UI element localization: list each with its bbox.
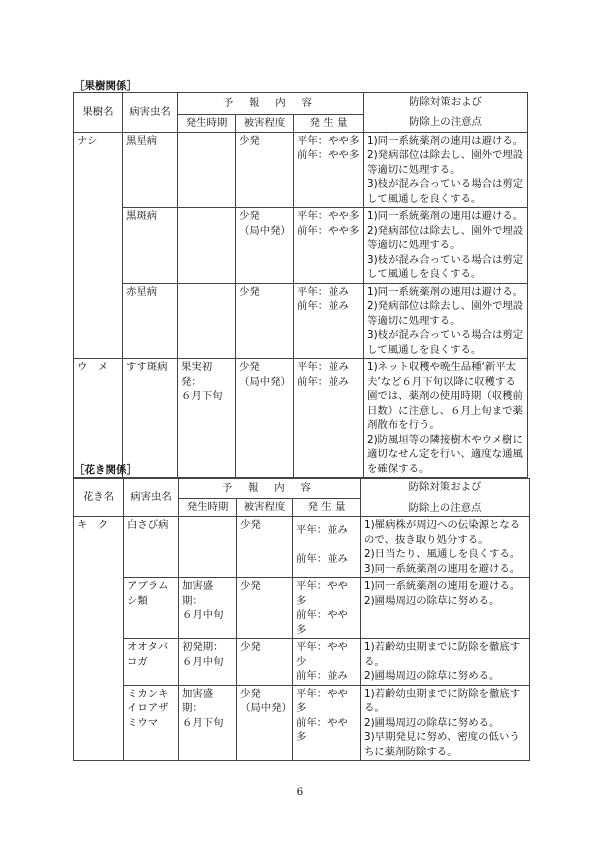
- damage-cell: 少発 （局中発）: [237, 685, 293, 761]
- header-onset: 発生時期: [179, 499, 237, 517]
- header-control: [364, 93, 528, 133]
- header-forecast: 予 報 内 容: [179, 479, 361, 499]
- amount-cell: 平年：並み 前年：並み: [293, 517, 361, 578]
- amount-cell: 平年：やや多 前年：やや多: [294, 208, 364, 284]
- header-control-line1: 防除対策および: [409, 95, 482, 108]
- damage-cell: 少発: [237, 517, 293, 578]
- damage-cell: 少発: [237, 578, 293, 639]
- crop-cell: キ ク: [74, 517, 124, 761]
- onset-cell: 加害盛期： ６月中旬: [179, 578, 237, 639]
- control-cell: 1)若齢幼虫期までに防除を徹底する。 2)圃場周辺の除草に努める。 3)早期発見に努め、密度の低いうちに薬剤防除する。: [361, 685, 530, 761]
- amount-cell: 平年：並み 前年：並み: [294, 359, 364, 478]
- header-forecast: 予 報 内 容: [178, 93, 364, 115]
- damage-cell: 少発: [236, 132, 294, 208]
- table-row: [74, 517, 530, 578]
- onset-cell: 果実初発： ６月下旬: [178, 359, 236, 478]
- table-row: [74, 359, 528, 478]
- table-row: [74, 639, 530, 686]
- header-pest: 病害虫名: [123, 93, 178, 133]
- crop-cell: ウ メ: [74, 359, 123, 478]
- amount-cell: 平年：やや多 前年：やや多: [293, 578, 361, 639]
- header-pest: 病害虫名: [124, 479, 179, 517]
- onset-cell: [178, 283, 236, 359]
- header-amount: 発 生 量: [293, 499, 361, 517]
- amount-cell: 平年：並み 前年：並み: [294, 283, 364, 359]
- amount-cell: 平年：やや少 前年：並み: [293, 639, 361, 686]
- pest-cell: 黒星病: [123, 132, 178, 208]
- pest-cell: すす斑病: [123, 359, 178, 478]
- header-onset: 発生時期: [178, 115, 236, 133]
- header-control: [361, 479, 530, 517]
- header-damage: 被害程度: [237, 499, 293, 517]
- control-cell: 1)罹病株が周辺への伝染源となるので、抜き取り処分する。 2)日当たり、風通しを良くする。 3)同一系統薬剤の連用を避ける。: [361, 517, 530, 578]
- pest-cell: 赤星病: [123, 283, 178, 359]
- damage-cell: 少発 （局中発）: [236, 359, 294, 478]
- control-cell: 1)同一系統薬剤の連用は避ける。 2)発病部位は除去し、園外で埋設等適切に処理する。 3)枝が混み合っている場合は剪定して風通しを良くする。: [364, 208, 528, 284]
- flower-section-title: ［花き関係］: [74, 464, 137, 476]
- pest-cell: 白さび病: [124, 517, 179, 578]
- crop-cell: ナシ: [74, 132, 123, 359]
- onset-cell: [179, 517, 237, 578]
- header-control-line2: 防除上の注意点: [409, 116, 482, 129]
- header-control-line1: 防除対策および: [408, 481, 482, 493]
- onset-cell: [178, 208, 236, 284]
- control-cell: 1)同一系統薬剤の連用は避ける。 2)発病部位は除去し、園外で埋設等適切に処理する。 3)枝が混み合っている場合は剪定して風通しを良くする。: [364, 132, 528, 208]
- damage-cell: 少発: [236, 283, 294, 359]
- table-row: [74, 283, 528, 359]
- amount-cell: 平年：やや多 前年：やや多: [294, 132, 364, 208]
- pest-cell: 黒斑病: [123, 208, 178, 284]
- fruit-forecast-table: [73, 92, 528, 478]
- pest-cell: ミカンキ イロアザ ミウマ: [124, 685, 179, 761]
- table-row: [74, 132, 528, 208]
- pest-cell: アブラム シ類: [124, 578, 179, 639]
- header-amount: 発 生 量: [294, 115, 364, 133]
- header-crop: 花き名: [74, 479, 124, 517]
- flower-forecast-table: [73, 478, 530, 761]
- table-row: [74, 578, 530, 639]
- pest-cell: オオタバ コガ: [124, 639, 179, 686]
- onset-cell: 加害盛期： ６月下旬: [179, 685, 237, 761]
- control-cell: 1)同一系統薬剤の連用は避ける。 2)発病部位は除去し、園外で埋設等適切に処理する。 3)枝が混み合っている場合は剪定して風通しを良くする。: [364, 283, 528, 359]
- amount-cell: 平年：やや多 前年：やや多: [293, 685, 361, 761]
- fruit-section-title: ［果樹関係］: [74, 80, 137, 92]
- control-cell: 1)若齢幼虫期までに防除を徹底する。 2)圃場周辺の除草に努める。: [361, 639, 530, 686]
- header-damage: 被害程度: [236, 115, 294, 133]
- header-control-line2: 防除上の注意点: [408, 501, 482, 514]
- onset-cell: 初発期： ６月中旬: [179, 639, 237, 686]
- header-crop: 果樹名: [74, 93, 123, 133]
- damage-cell: 少発: [237, 639, 293, 686]
- onset-cell: [178, 132, 236, 208]
- control-cell: 1)ネット収穫や晩生品種‘新平太夫’など６月下旬以降に収穫する園では、薬剤の使用時期（収穫前日数）に注意し、６月上旬まで薬剤散布を行う。 2)防風垣等の隣接樹木やウメ樹に適切なせん定を行い、適度な通風を確保する。: [364, 359, 528, 478]
- table-row: [74, 685, 530, 761]
- damage-cell: 少発 （局中発）: [236, 208, 294, 284]
- page-number: 6: [296, 786, 304, 798]
- table-row: [74, 208, 528, 284]
- control-cell: 1)同一系統薬剤の連用を避ける。 2)圃場周辺の除草に努める。: [361, 578, 530, 639]
